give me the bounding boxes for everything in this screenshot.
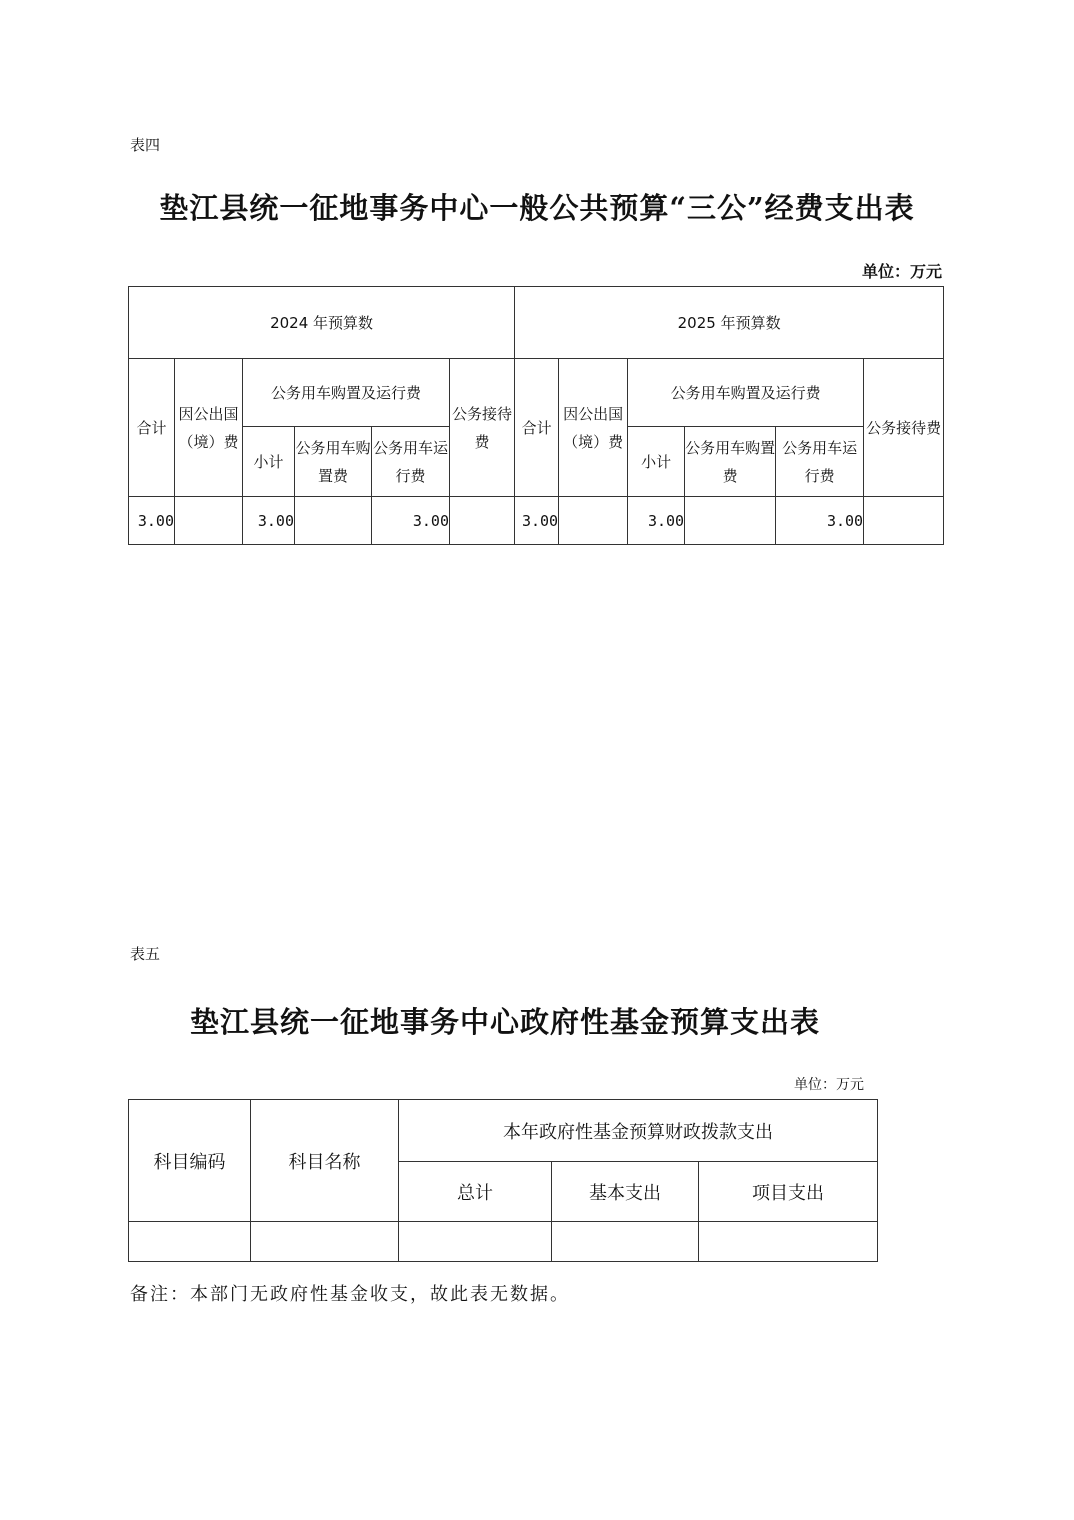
col-reception-2024: 公务接待费 [450,359,515,497]
table4-title: 垫江县统一征地事务中心一般公共预算“三公”经费支出表 [159,191,915,225]
cell-total-2024: 3.00 [129,497,175,545]
cell-operation-2025: 3.00 [776,497,864,545]
col-vehicle-purchase-2025: 公务用车购置费 [685,427,776,497]
col-fund-expense-group: 本年政府性基金预算财政拨款支出 [399,1100,878,1162]
three-public-expense-table [128,286,944,545]
empty-cell [699,1222,878,1262]
table4-unit: 单位：万元 [861,262,942,281]
empty-cell [129,1222,251,1262]
col-vehicle-purchase-2024: 公务用车购置费 [295,427,372,497]
col-abroad-2025: 因公出国（境）费 [559,359,628,497]
col-vehicle-operation-2025: 公务用车运行费 [776,427,864,497]
table5-note: 备注：本部门无政府性基金收支，故此表无数据。 [130,1284,570,1305]
cell-subtotal-2024: 3.00 [243,497,295,545]
col-subtotal-2025: 小计 [628,427,685,497]
col-total-2025: 合计 [515,359,559,497]
cell-operation-2024: 3.00 [372,497,450,545]
col-reception-2025: 公务接待费 [864,359,944,497]
table4-label: 表四 [130,136,161,154]
empty-cell [251,1222,399,1262]
col-vehicle-2025: 公务用车购置及运行费 [628,359,864,427]
table5-unit: 单位：万元 [794,1077,864,1093]
col-subject-code: 科目编码 [129,1100,251,1222]
col-abroad-2024: 因公出国（境）费 [175,359,243,497]
header-2024: 2024 年预算数 [129,287,515,359]
empty-cell [399,1222,552,1262]
col-grand-total: 总计 [399,1162,552,1222]
cell-purchase-2025 [685,497,776,545]
header-2025: 2025 年预算数 [515,287,944,359]
table5-title: 垫江县统一征地事务中心政府性基金预算支出表 [189,1005,820,1039]
col-subject-name: 科目名称 [251,1100,399,1222]
col-basic-expense: 基本支出 [552,1162,699,1222]
col-vehicle-2024: 公务用车购置及运行费 [243,359,450,427]
cell-reception-2025 [864,497,944,545]
col-subtotal-2024: 小计 [243,427,295,497]
cell-total-2025: 3.00 [515,497,559,545]
table5-label: 表五 [130,945,161,963]
cell-abroad-2025 [559,497,628,545]
cell-reception-2024 [450,497,515,545]
government-fund-table [128,1099,878,1262]
cell-subtotal-2025: 3.00 [628,497,685,545]
col-vehicle-operation-2024: 公务用车运行费 [372,427,450,497]
col-project-expense: 项目支出 [699,1162,878,1222]
cell-abroad-2024 [175,497,243,545]
cell-purchase-2024 [295,497,372,545]
empty-cell [552,1222,699,1262]
col-total-2024: 合计 [129,359,175,497]
